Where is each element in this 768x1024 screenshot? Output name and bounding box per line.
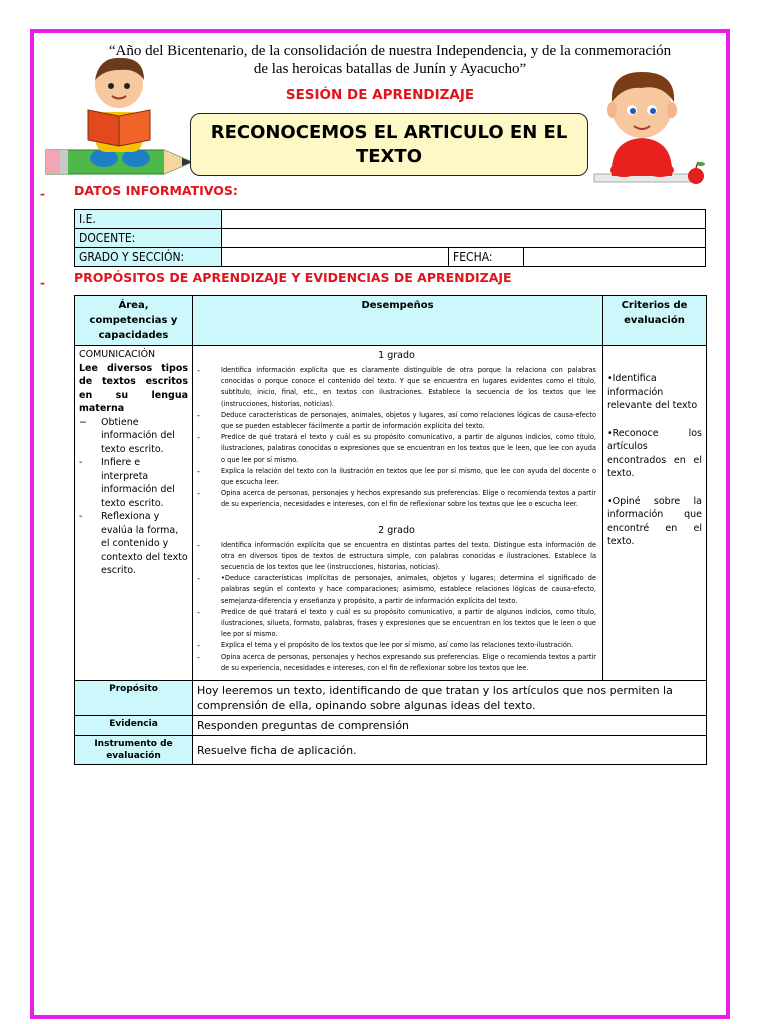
datos-section-heading <box>40 183 45 202</box>
table-row <box>75 736 707 765</box>
desempeno-text: Explica la relación del texto con la ilustración en textos que lee por sí mismo, que lee con ayuda del docente o que escucha leer. <box>221 466 596 487</box>
propositos-dash-wrap <box>40 272 45 291</box>
header-criterios: Criterios de evaluación <box>603 296 707 346</box>
desempeno-text: Identifica información explícita que se encuentra en distintas partes del texto. Distingue esta información de otra en diversos tipos de textos de estructura simple, con palabras conocidas e ilustraciones. Establece la secuencia de los textos que lee (instrucciones, historias, noticias). <box>221 540 596 572</box>
lesson-title-box <box>190 113 588 176</box>
list-item <box>79 416 188 457</box>
desempeno-text: Predice de qué tratará el texto y cuál es su propósito comunicativo, a partir de algunos indicios, como título, ilustraciones, palabras conocidas o expresiones que se encuentran en los textos que le leen, que lee con ayuda o que lee por sí mismo. <box>221 433 596 464</box>
grado-2-title: 2 grado <box>378 524 415 536</box>
proposito-value: Hoy leeremos un texto, identificando de que tratan y los artículos que nos permiten la comprensión de ella, opinando sobre algunas ideas del texto. <box>193 681 707 716</box>
grado-1-title: 1 grado <box>378 350 415 361</box>
area-name: COMUNICACIÓN <box>79 349 156 360</box>
desempenos-cell <box>193 346 603 681</box>
list-item <box>197 410 596 432</box>
ie-value[interactable] <box>222 210 706 229</box>
competencia-name: Lee diversos tipos de textos escritos en su lengua materna <box>79 362 188 414</box>
list-item <box>197 652 596 674</box>
desempeno-text: Opina acerca de personas, personajes y hechos expresando sus preferencias. Elige o recomienda textos a partir de su experiencia, necesidades e intereses, con el fin de reflexionar sobre los textos que lee. <box>221 652 596 672</box>
fecha-label: FECHA: <box>449 248 524 267</box>
list-marker: - <box>197 540 200 550</box>
grado-value[interactable] <box>222 248 449 267</box>
list-item: •Opiné sobre la información que encontré en el texto. <box>607 495 702 547</box>
fecha-value[interactable] <box>524 248 706 267</box>
list-item <box>197 365 596 410</box>
docente-value[interactable] <box>222 229 706 248</box>
desempeno-text: Explica el tema y el propósito de los textos que lee por sí mismo, así como las relaciones texto-ilustración. <box>221 641 574 650</box>
list-marker: - <box>197 489 200 499</box>
year-quote-line-1: “Año del Bicentenario, de la consolidación de nuestra Independencia, y de la conmemoración <box>108 43 672 59</box>
table-header-row <box>75 296 707 346</box>
list-item: •Reconoce los artículos encontrados en el texto. <box>607 427 702 479</box>
list-marker: - <box>197 366 200 375</box>
list-item <box>197 640 596 651</box>
session-title: SESIÓN DE APRENDIZAJE <box>285 87 475 103</box>
list-item <box>197 573 596 607</box>
list-marker: - <box>197 410 200 420</box>
competencia-cell <box>75 346 193 681</box>
bullet-dash: - <box>40 187 45 201</box>
datos-heading: DATOS INFORMATIVOS: <box>74 183 238 198</box>
list-item <box>197 540 596 574</box>
list-item <box>197 607 596 641</box>
table-row <box>75 346 707 681</box>
grado-label: GRADO Y SECCIÓN: <box>75 248 222 267</box>
list-item <box>79 510 188 578</box>
capacidad-text: Reflexiona y evalúa la forma, el contenido y contexto del texto escrito. <box>101 511 188 576</box>
list-item <box>79 456 188 510</box>
capacidad-text: Obtiene información del texto escrito. <box>101 416 175 455</box>
desempeno-text: •Deduce características implícitas de personajes, animales, objetos y lugares; determina el significado de palabras según el contexto y hace comparaciones; asimismo, establece relaciones lógicas de causa-efecto, semejanza-diferencia y enseñanza y propósito, a partir de información explícita del texto. <box>221 574 596 605</box>
propositos-heading: PROPÓSITOS DE APRENDIZAJE Y EVIDENCIAS DE APRENDIZAJE <box>74 270 512 285</box>
capacidades-list <box>79 416 188 578</box>
table-row <box>75 210 706 229</box>
list-item: •Identifica información relevante del texto <box>607 373 698 411</box>
list-item <box>197 432 596 466</box>
desempeno-text: Opina acerca de personas, personajes y hechos expresando sus preferencias. Elige o recomienda textos a partir de su experiencia, necesidades e intereses, con el fin de reflexionar sobre los textos que lee o escucha leer. <box>221 489 596 509</box>
list-marker: - <box>79 511 83 522</box>
list-item <box>197 488 596 510</box>
table-row <box>75 229 706 248</box>
list-marker: - <box>79 457 83 468</box>
evidencia-value: Responden preguntas de comprensión <box>193 716 707 736</box>
year-quote-line-2: de las heroicas batallas de Junín y Ayacucho” <box>253 61 527 77</box>
evidencia-label: Evidencia <box>75 716 193 736</box>
list-marker: - <box>197 574 200 584</box>
table-row <box>75 716 707 736</box>
desempeno-text: Deduce características de personajes, animales, objetos y lugares, así como relaciones lógicas de causa-efecto que se pueden establecer fácilmente a partir de información explícita del texto. <box>221 410 596 431</box>
list-item <box>197 466 596 488</box>
instrumento-value: Resuelve ficha de aplicación. <box>193 736 707 765</box>
desempeno-text: Identifica información explícita que es claramente distinguible de otra porque la relaciona con palabras conocidas o porque conoce el contenido del texto. Y que se encuentra en lugares evidentes como el título, subtítulo, inicio, final, etc., en textos con ilustraciones. Establece la secuencia de los textos que lee (instrucciones, historias, noticias). <box>221 366 596 408</box>
proposito-label: Propósito <box>75 681 193 716</box>
list-marker: - <box>197 466 200 476</box>
table-row <box>75 681 707 716</box>
lesson-title: RECONOCEMOS EL ARTICULO EN EL TEXTO <box>210 121 568 167</box>
grado-2-list <box>197 540 596 674</box>
list-marker: - <box>197 607 200 617</box>
criterios-cell <box>603 346 707 681</box>
learning-table <box>74 295 707 765</box>
info-table <box>74 209 706 267</box>
instrumento-label: Instrumento de evaluación <box>75 736 193 765</box>
header-desempenos: Desempeños <box>193 296 603 346</box>
docente-label: DOCENTE: <box>75 229 222 248</box>
header-area: Área, competencias y capacidades <box>75 296 193 346</box>
list-marker: − <box>79 416 87 428</box>
list-marker: - <box>197 652 200 662</box>
list-marker: - <box>197 433 200 443</box>
ie-label: I.E. <box>75 210 222 229</box>
desempeno-text: Predice de qué tratará el texto y cuál es su propósito comunicativo, a partir de algunos indicios, como título, ilustraciones, silueta, formato, palabras, frases y expresiones que se encuentran en los textos que le leen o que lee por sí mismo. <box>221 607 596 639</box>
table-row <box>75 248 706 267</box>
year-quote <box>60 42 720 78</box>
capacidad-text: Infiere e interpreta información del texto escrito. <box>101 457 175 509</box>
criterios-list <box>607 372 702 549</box>
list-marker: - <box>197 641 200 651</box>
bullet-dash: - <box>40 276 45 290</box>
grado-1-list <box>197 365 596 511</box>
